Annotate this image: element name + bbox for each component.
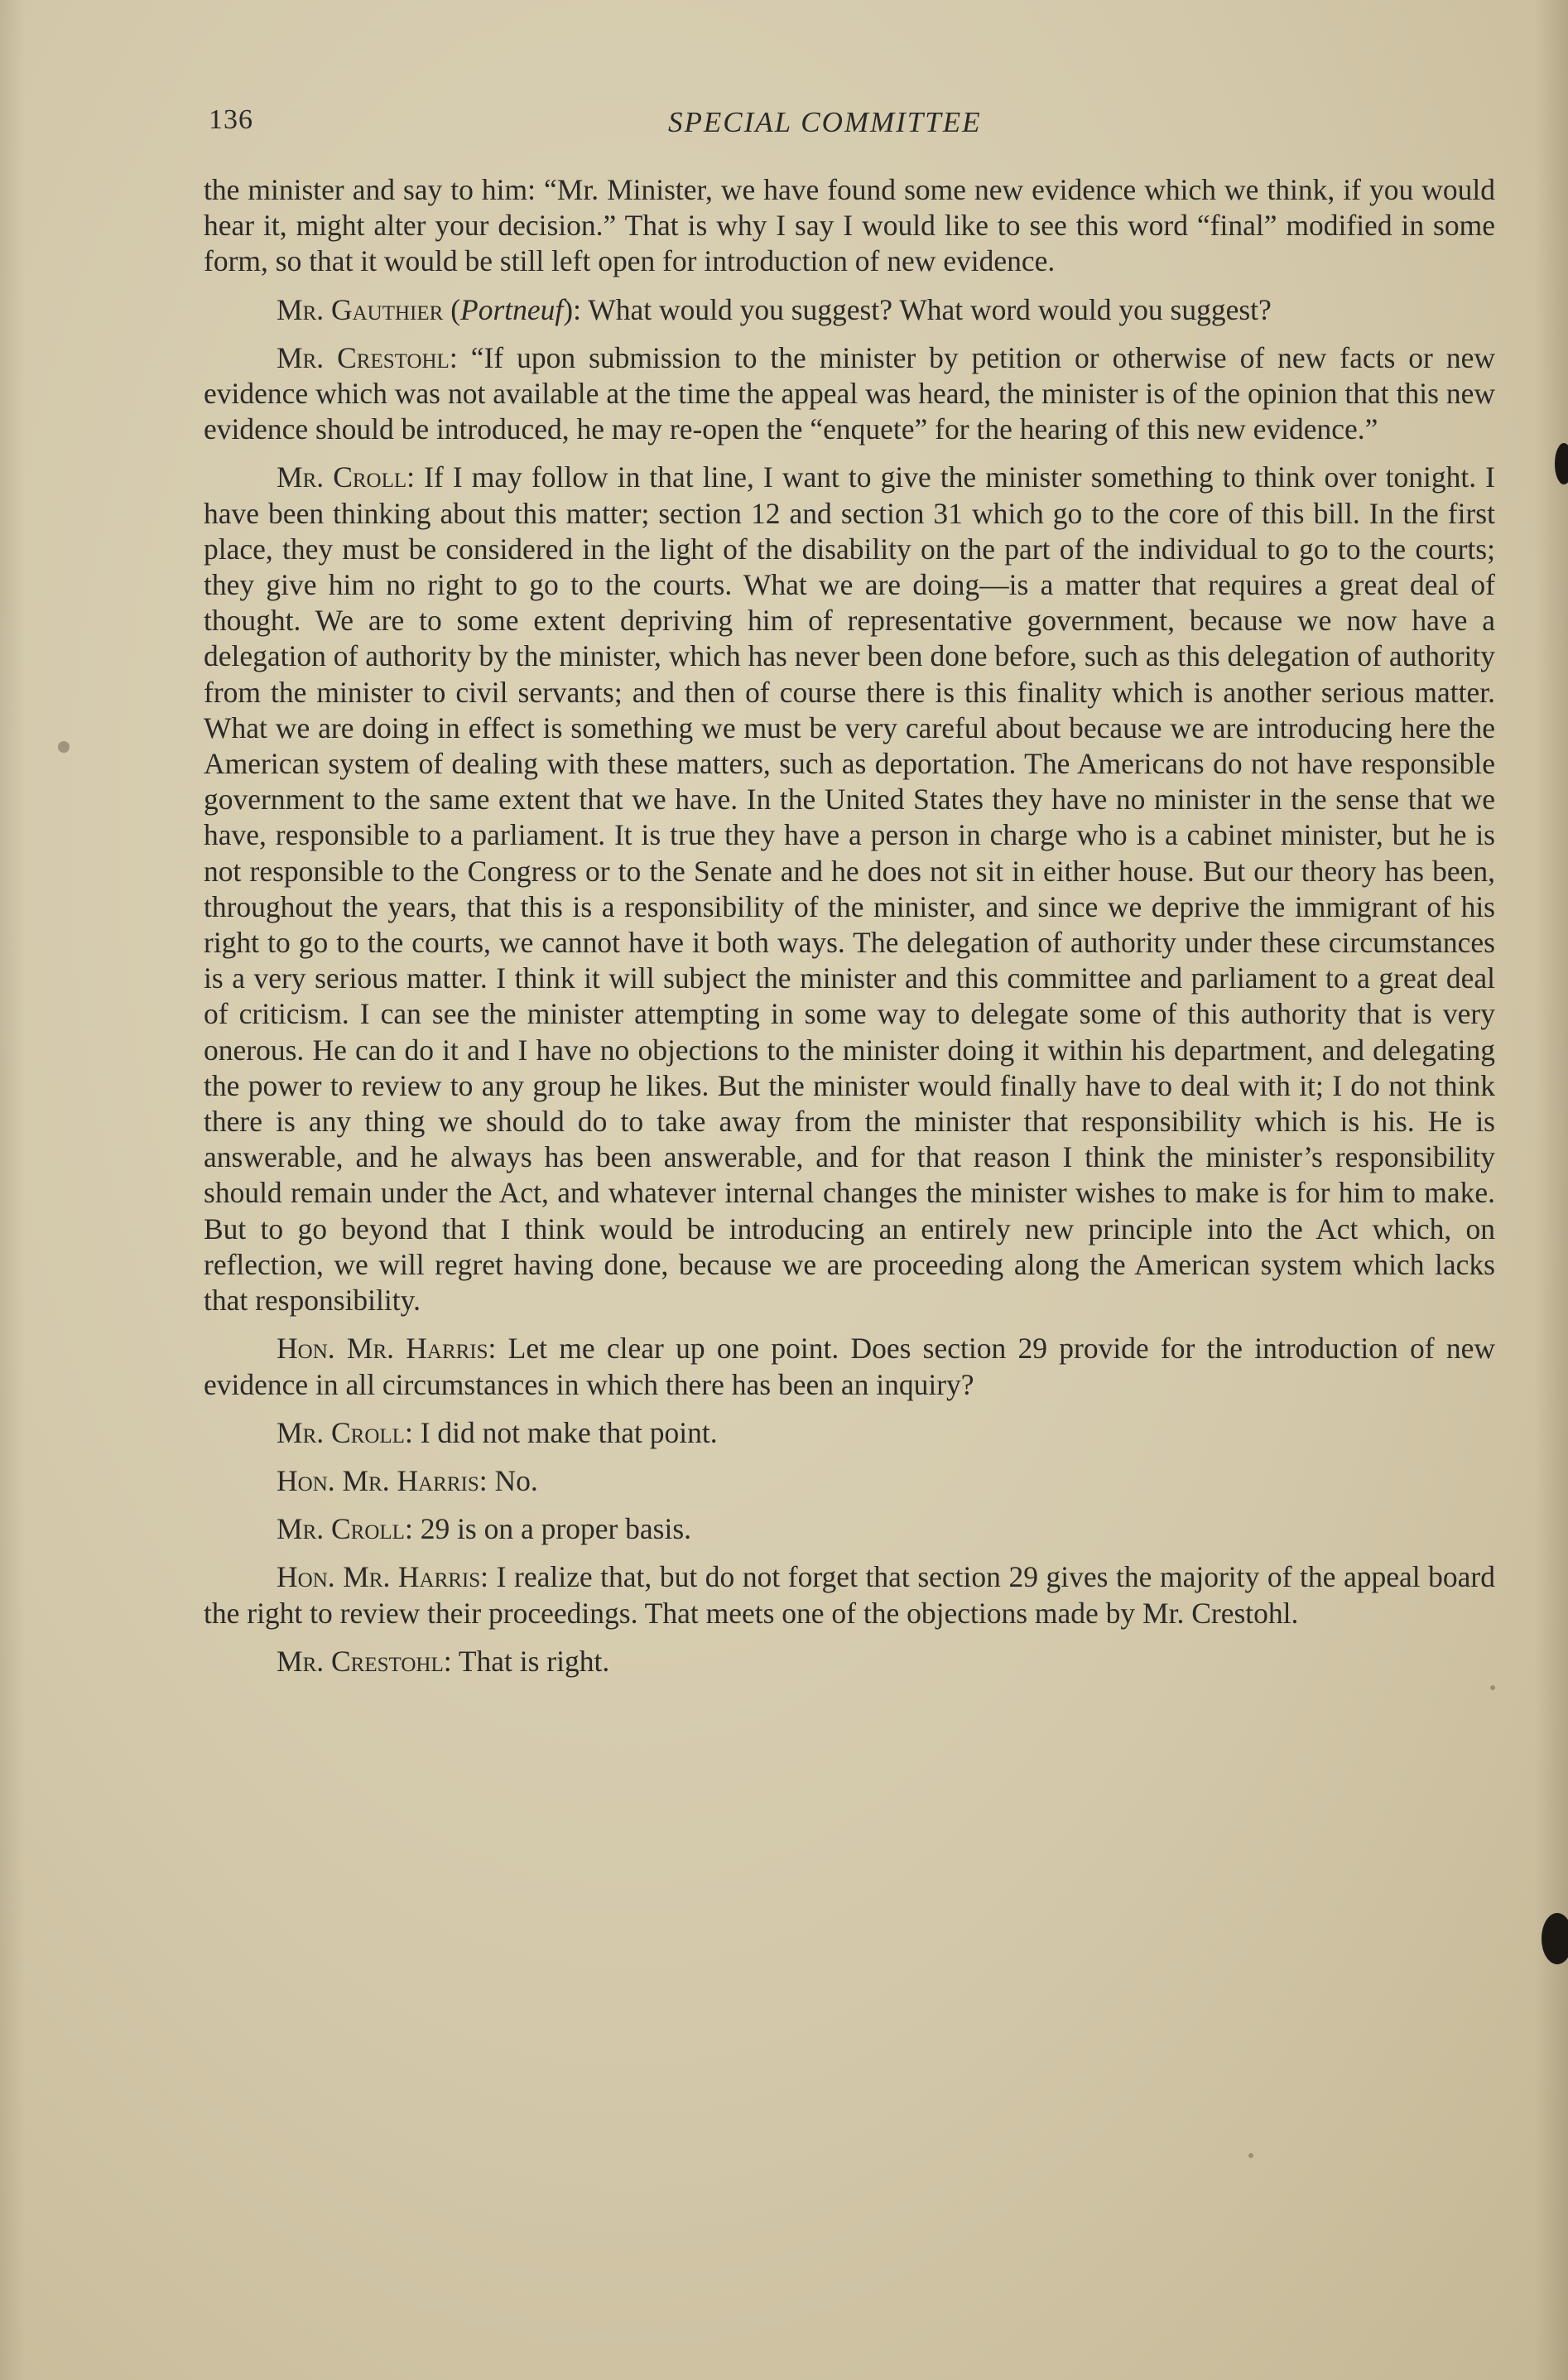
paragraph-text: If I may follow in that line, I want to give the minister something to think over tonight. I have been thinking about this matter; section 12 and section 31 which go to the core of this bill. In the first place, they must be considered in the light of the disability on the part of the individual to go to the courts; they give him no right to go to the courts. What we are doing—is a matter that requires a great deal of thought. We are to some extent depriving him of representative government, because we now have a delegation of authority by the minister, which has never been done before, such as this delegation of authority from the minister to civil servants; and then of course there is this finality which is another serious matter. What we are doing in effect is something we must be very careful about because we are introducing here the American system of dealing with these matters, such as deportation. The Americans do not have responsible government to the same extent that we have. In the United States they have no minister in the sense that we have, responsible to a parliament. It is true they have a person in charge who is a cabinet minister, but he is not responsible to the Congress or to the Senate and he does not sit in either house. But our theory has been, throughout the years, that this is a responsibility of the minister, and since we deprive the immigrant of his right to go to the courts, we cannot have it both ways. The delegation of authority under these circumstances is a very serious matter. I think it will subject the minister and this committee and parliament to a great deal of criticism. I can see the minister attempting in some way to delegate some of this authority that is very onerous. He can do it and I have no objections to the minister doing it within his department, and delegating the power to review to any group he likes. But the minister would finally have to deal with it; I do not think there is any thing we should do to take away from the minister that responsibility which is his. He is answerable, and he always has been answerable, and for that reason I think the minister’s responsibility should remain under the Act, and whatever internal changes the minister wishes to make is for him to make. But to go beyond that I think would be introducing an entirely new principle into the Act which, on reflection, we will regret having done, because we are proceeding along the American system which lacks that responsibility. [204, 460, 1495, 1318]
paragraph-text: I realize that, but do not forget that section 29 gives the majority of the appeal board the right to review their proceedings. That meets one of the objections made by Mr. Crestohl. [204, 1560, 1495, 1630]
paragraph [204, 1415, 1495, 1451]
paragraph-text: I did not make that point. [420, 1415, 718, 1449]
running-head: SPECIAL COMMITTEE [668, 106, 982, 138]
speaker-name: Mr. Crestohl: [277, 1644, 452, 1678]
paper-speck [58, 741, 70, 753]
speaker-name: Mr. Croll: [277, 1512, 413, 1546]
speaker-name: Mr. Crestohl: [277, 340, 458, 374]
paragraph-text: No. [494, 1463, 538, 1497]
binding-hole-mark [1542, 1913, 1568, 1964]
binding-hole-mark [1555, 443, 1568, 484]
speaker-name: Hon. Mr. Harris: [277, 1463, 488, 1497]
paper-speck [1248, 2153, 1253, 2158]
speaker-name: Mr. Croll: [277, 460, 416, 494]
speaker-name: Mr. Croll: [277, 1415, 413, 1449]
paragraph [204, 1331, 1495, 1402]
paragraph [204, 460, 1495, 1318]
paragraph-text: “If upon submission to the minister by petition or otherwise of new facts or new evidence which was not available at the time the appeal was heard, the minister is of the opinion that this new evidence should be introduced, he may re-open the “enquete” for the hearing of this new evidence.” [204, 340, 1495, 446]
speaker-riding: Portneuf [460, 292, 564, 326]
speaker-name: Hon. Mr. Harris: [277, 1560, 489, 1594]
body-text [204, 172, 1495, 1692]
paragraph [204, 1511, 1495, 1547]
paragraph-text: That is right. [458, 1644, 610, 1678]
paragraph: Mr. Gauthier (Portneuf): What would you suggest? What word would you suggest? [277, 292, 1272, 326]
speaker-name: Hon. Mr. Harris: [277, 1332, 497, 1366]
right-page-shadow [1535, 0, 1568, 2380]
paragraph [204, 340, 1495, 448]
paragraph [204, 172, 1495, 280]
paragraph [204, 1559, 1495, 1631]
paragraph-text: What would you suggest? What word would you suggest? [588, 292, 1272, 326]
paragraph [204, 1644, 1495, 1679]
paragraph-text: Let me clear up one point. Does section 29 provide for the introduction of new evidence in all circumstances in which there has been an inquiry? [204, 1332, 1495, 1401]
speaker-name: Mr. Gauthier [277, 292, 444, 326]
paragraph-text: 29 is on a proper basis. [420, 1512, 692, 1546]
page-number: 136 [209, 104, 253, 135]
left-page-shadow [0, 0, 25, 2380]
paragraph [204, 1463, 1495, 1499]
page-header [209, 104, 1500, 146]
paper-speck [1490, 1685, 1495, 1690]
paragraph-text: the minister and say to him: “Mr. Minister, we have found some new evidence which we think, if you would hear it, might alter your decision.” That is why I say I would like to see this word “final” modified in some form, so that it would be still left open for introduction of new evidence. [204, 173, 1495, 278]
